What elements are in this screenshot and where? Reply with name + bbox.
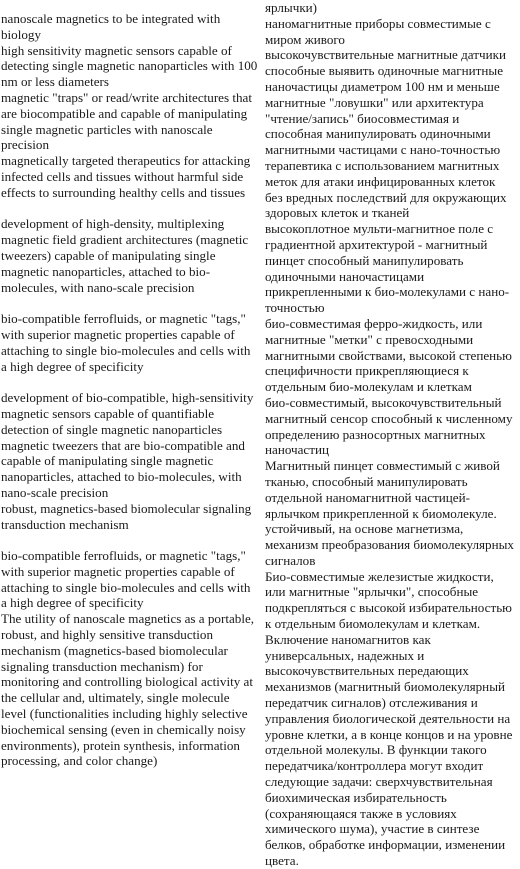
russian-paragraph: устойчивый, на основе магнетизма, механизм преобразования биомолекулярных сигналов [265, 521, 514, 568]
paragraph-spacer [1, 532, 258, 548]
russian-paragraph: Магнитный пинцет совместимый с живой тканью, способный манипулировать отдельной наномагнитной частицей-ярлычком прикрепленной к биомолекуле. [265, 458, 500, 521]
russian-paragraph: био-совместимый, высокочувствительный магнитный сенсор способный к численному определению разносортных магнитных наночастиц [265, 394, 513, 458]
english-paragraph: The utility of nanoscale magnetics as a portable, robust, and highly sensitive transduction mechanism (magnetics-based biomolecular signaling transduction mechanism) for monitoring and controlling biological activity at the cellular and, ultimately, single molecule level (functionalities including highly selective biochemical sensing (even in chemically noisy environments), protein synthesis, information processing, and color change) [1, 611, 255, 769]
paragraph-spacer [1, 201, 258, 217]
english-paragraph: magnetic tweezers that are bio-compatible and capable of manipulating single magnetic nanoparticles, attached to bio-molecules, with nano-scale precision [1, 437, 245, 500]
paragraph-spacer [1, 295, 258, 311]
english-paragraph: development of bio-compatible, high-sensitivity magnetic sensors capable of quantifiable detection of single magnetic nanoparticles [1, 390, 254, 437]
paragraph-spacer [1, 374, 258, 390]
russian-paragraph: терапевтика с использованием магнитных меток для атаки инфицированных клеток без вредных последствий для окружающих здоровых клеток и тканей [265, 157, 507, 221]
english-paragraph: magnetically targeted therapeutics for attacking infected cells and tissues without harmful side effects to surrounding healthy cells and tissues [1, 153, 251, 200]
russian-paragraph: высокочувствительные магнитные датчики способные выявить одиночные магнитные наночастицы диаметром 100 нм и меньше [265, 47, 506, 94]
russian-column [262, 0, 520, 869]
russian-paragraph: Био-совместимые железистые жидкости, или магнитные "ярлычки", способные подкрепляться с высокой избирательностью к отдельным биомолекулам и клеткам. [265, 568, 512, 632]
english-column [0, 0, 262, 847]
russian-paragraph: био-совместимая ферро-жидкость, или магнитные "метки" с превосходными магнитными свойствами, высокой степенью специфичности прикрепляющиеся к отдельным био-молекулам и клеткам [265, 315, 512, 395]
russian-paragraph: Включение наномагнитов как универсальных, надежных и высокочувствительных передающих механизмов (магнитный биомолекулярный передатчик сигналов) отслеживания и управления биологической деятельности на уровне клетки, а в конце концов и на уровне отдельной молекулы. В функции такого передатчика/контроллера могут входит следующие задачи: сверхчувствительная биохимическая избирательность (сохраняющаяся также в условиях химического шума), участие в синтезе белков, обработке информации, изменении цвета. [265, 631, 513, 869]
english-paragraph: bio-compatible ferrofluids, or magnetic "tags," with superior magnetic properties capable of attaching to single bio-molecules and cells with a high degree of specificity [1, 548, 251, 611]
english-paragraph: high sensitivity magnetic sensors capable of detecting single magnetic nanoparticles with 100 nm or less diameters [1, 42, 258, 90]
english-paragraph: magnetic "traps" or read/write architectures that are biocompatible and capable of manipulating single magnetic particles with nanoscale precision [1, 89, 252, 153]
russian-paragraph: наномагнитные приборы совместимые с миром живого [265, 15, 491, 47]
russian-paragraph: магнитные "ловушки" или архитектура "чтение/запись" биосовместимая и способная манипулировать одиночными магнитными частицами с нано-точностью [265, 94, 501, 158]
english-paragraph: bio-compatible ferrofluids, or magnetic "tags," with superior magnetic properties capable of attaching to single bio-molecules and cells with a high degree of specificity [1, 311, 251, 374]
english-paragraph: development of high-density, multiplexing magnetic field gradient architectures (magnetic tweezers) capable of manipulating single magnetic nanoparticles, attached to bio-molecules, with nano-scale precision [1, 216, 249, 295]
russian-paragraph: высокоплотное мульти-магнитное поле с градиентной архитектурой - магнитный пинцет способный манипулировать одиночными наночастицами прикрепленными к био-молекулами с нано-точностью [265, 221, 510, 316]
russian-paragraph: ярлычки) [265, 0, 318, 15]
english-paragraph: nanoscale magnetics to be integrated with biology [1, 11, 221, 42]
english-paragraph: robust, magnetics-based biomolecular signaling transduction mechanism [1, 500, 252, 532]
